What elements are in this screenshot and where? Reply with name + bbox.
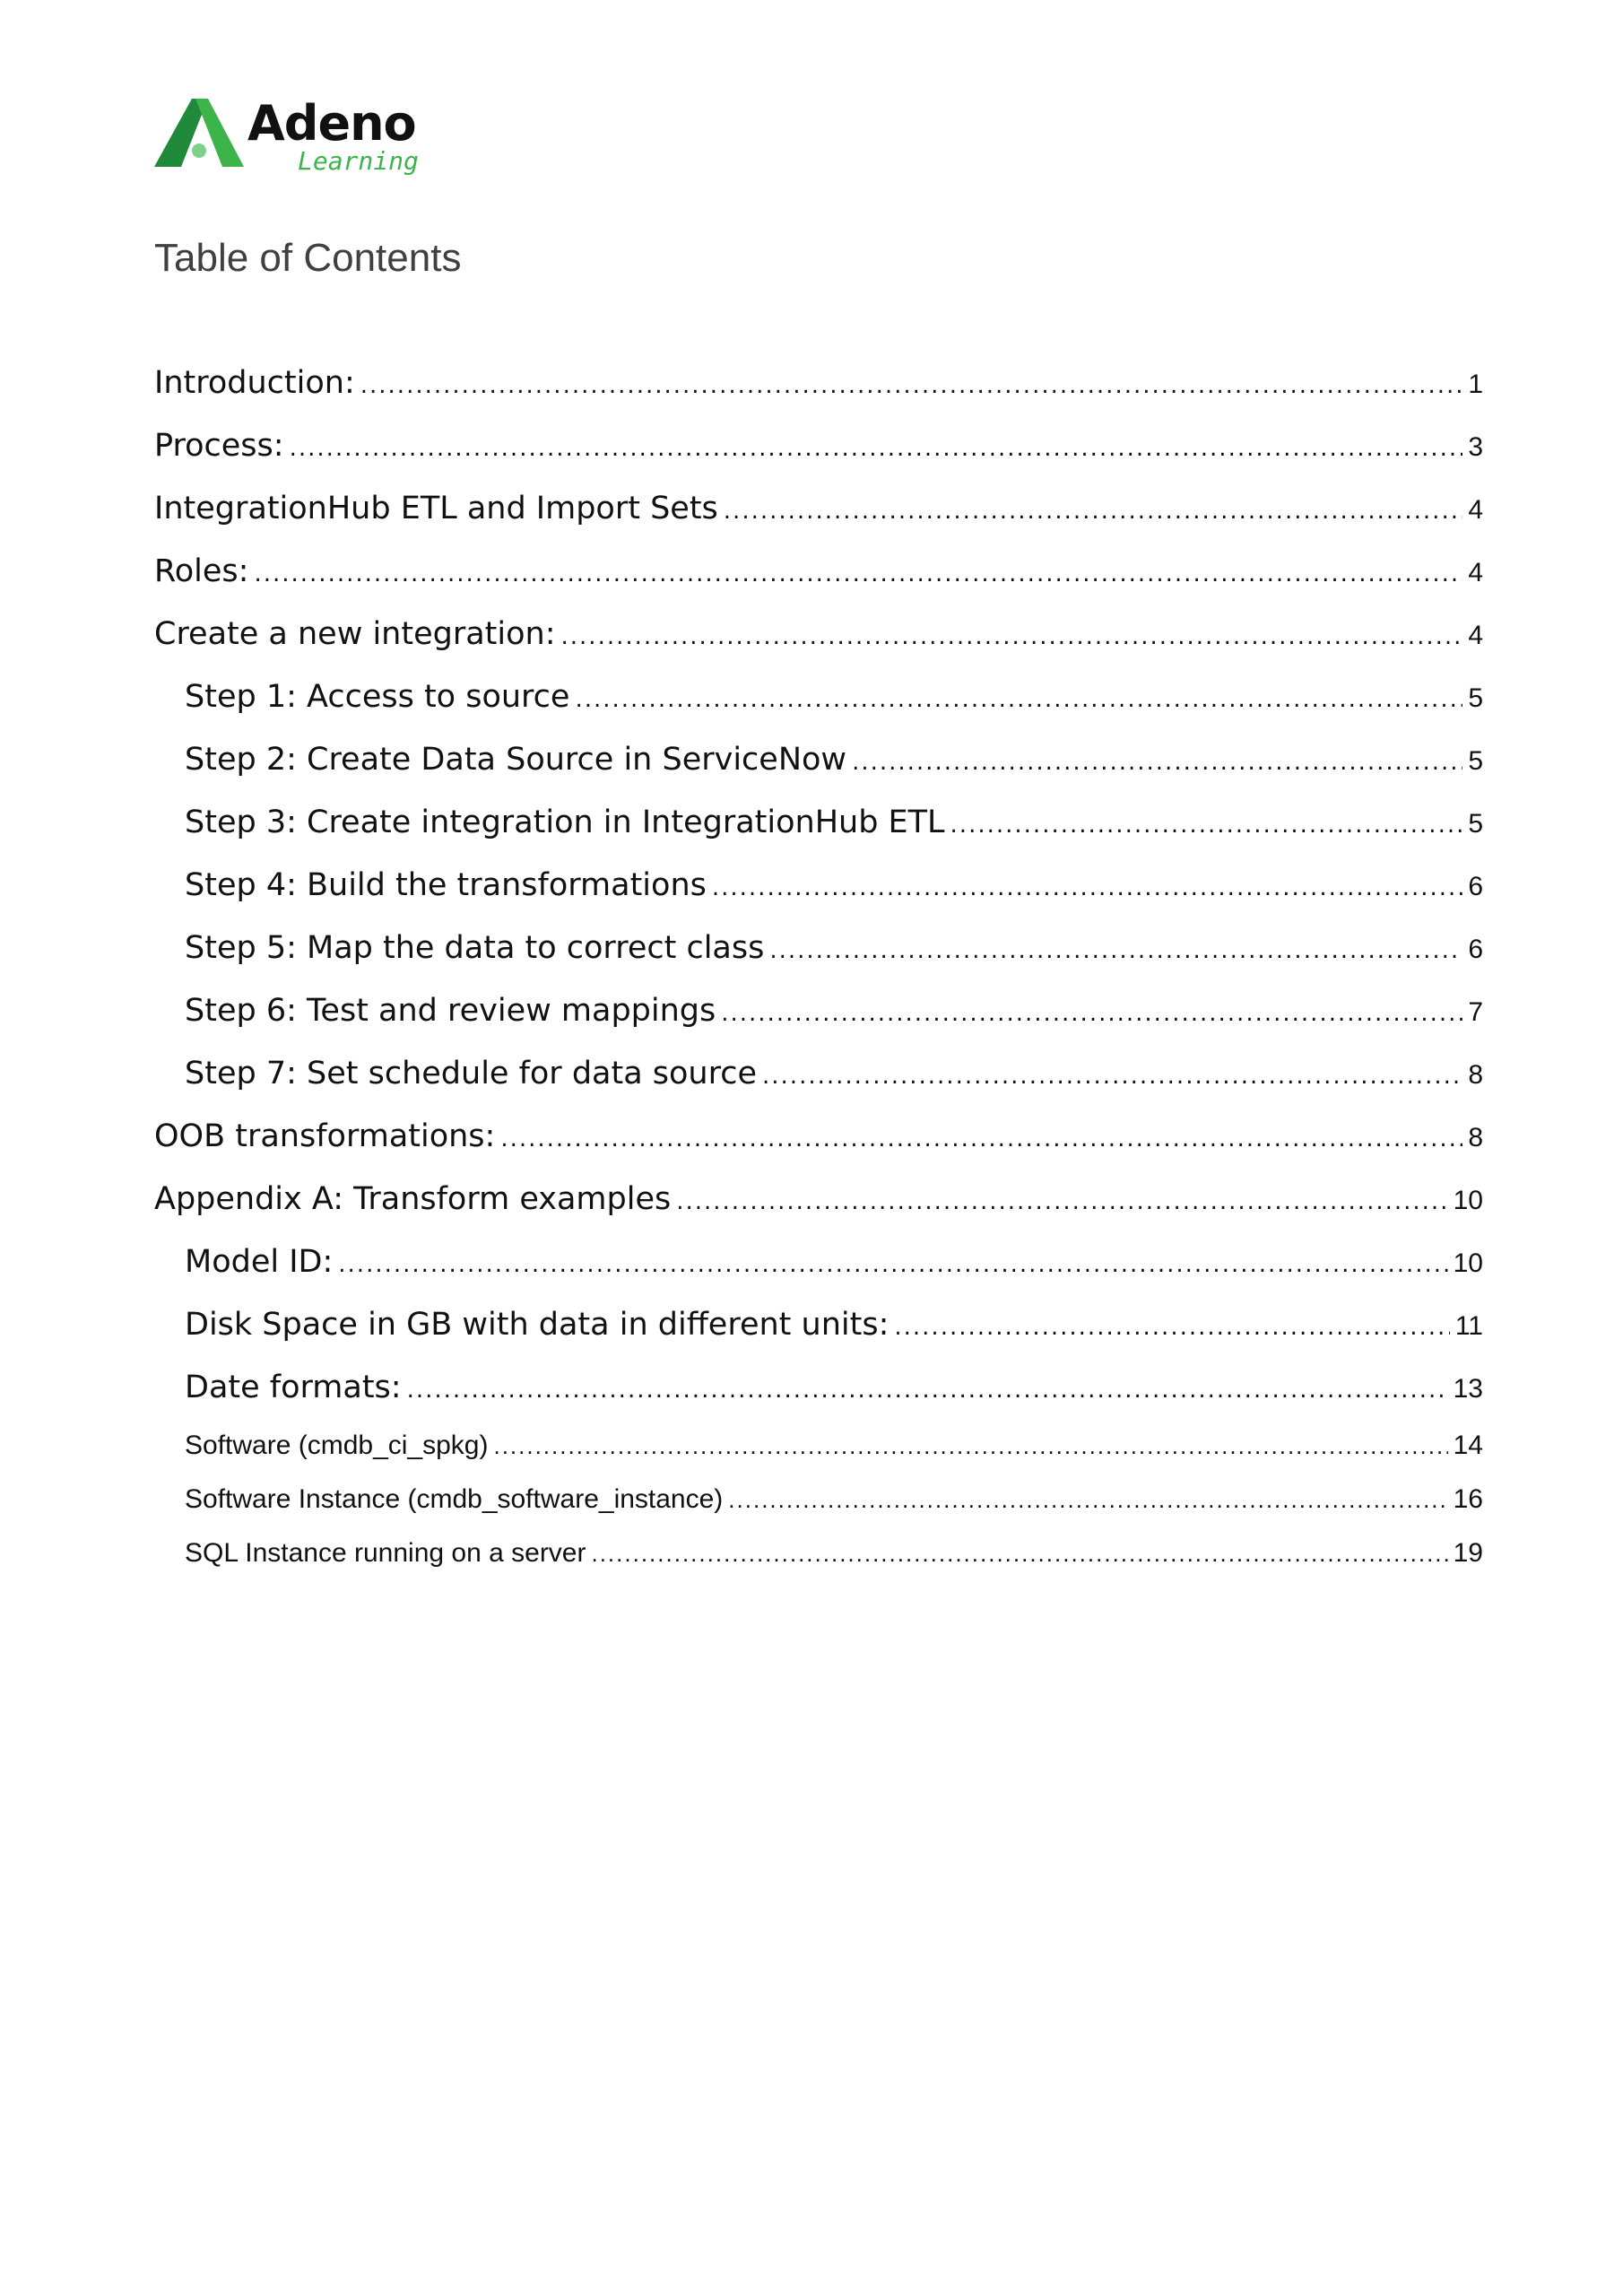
toc-entry-page: 3 <box>1468 432 1483 462</box>
toc-leader-dots <box>591 1526 1447 1580</box>
toc-entry-step-5[interactable] <box>154 917 1483 979</box>
toc-entry-label: Step 4: Build the transformations <box>185 867 707 903</box>
toc-entry-label: OOB transformations: <box>154 1118 496 1154</box>
toc-leader-dots <box>762 1045 1462 1108</box>
toc-entry-label: Step 1: Access to source <box>185 679 570 715</box>
toc-entry-page: 13 <box>1453 1374 1483 1404</box>
toc-leader-dots <box>721 982 1462 1045</box>
toc-entry-page: 6 <box>1468 935 1483 964</box>
toc-entry-step-7[interactable] <box>154 1042 1483 1105</box>
toc-leader-dots <box>724 480 1463 543</box>
toc-entry-page: 7 <box>1468 997 1483 1027</box>
toc-leader-dots <box>407 1359 1448 1422</box>
toc-leader-dots <box>712 857 1462 919</box>
toc-leader-dots <box>290 417 1463 480</box>
toc-leader-dots <box>950 794 1463 857</box>
toc-entry-page: 14 <box>1453 1431 1483 1460</box>
toc-entry-oob-transformations[interactable] <box>154 1105 1483 1168</box>
toc-leader-dots <box>676 1170 1447 1233</box>
toc-entry-page: 10 <box>1453 1186 1483 1215</box>
toc-entry-step-6[interactable] <box>154 979 1483 1042</box>
logo-brand-name: Adeno <box>247 95 416 152</box>
toc-entry-page: 1 <box>1468 370 1483 399</box>
toc-entry-page: 11 <box>1454 1311 1483 1341</box>
toc-entry-process[interactable] <box>154 414 1483 477</box>
toc-entry-page: 8 <box>1468 1060 1483 1090</box>
toc-entry-label: Roles: <box>154 553 249 589</box>
toc-entry-page: 19 <box>1453 1538 1483 1568</box>
toc-entry-step-3[interactable] <box>154 791 1483 854</box>
toc-leader-dots <box>575 668 1462 731</box>
toc-leader-dots <box>360 354 1463 417</box>
toc-entry-roles[interactable] <box>154 540 1483 603</box>
adeno-logo-mark-icon <box>154 95 244 172</box>
toc-entry-label: Introduction: <box>154 365 355 401</box>
toc-leader-dots <box>338 1233 1447 1296</box>
logo-tagline: Learning <box>298 146 419 176</box>
toc-entry-label: Step 3: Create integration in IntegrationHub ETL <box>185 804 945 840</box>
toc-entry-page: 6 <box>1468 872 1483 901</box>
toc-entry-label: Step 5: Map the data to correct class <box>185 930 765 966</box>
toc-title: Table of Contents <box>154 236 462 280</box>
toc-entry-model-id[interactable] <box>154 1231 1483 1293</box>
toc-entry-date-formats[interactable] <box>154 1356 1483 1419</box>
toc-entry-sql-instance[interactable] <box>154 1526 1483 1580</box>
toc-entry-label: Create a new integration: <box>154 616 556 652</box>
toc-leader-dots <box>561 605 1463 668</box>
toc-entry-label: Process: <box>154 428 284 464</box>
adeno-logo <box>154 95 450 185</box>
toc-entry-page: 4 <box>1468 558 1483 587</box>
toc-entry-software-spkg[interactable] <box>154 1419 1483 1473</box>
toc-entry-page: 5 <box>1468 746 1483 776</box>
toc-entry-label: Date formats: <box>185 1370 402 1405</box>
toc-entry-label: Software (cmdb_ci_spkg) <box>185 1431 489 1460</box>
toc-leader-dots <box>894 1296 1449 1359</box>
toc-entry-page: 8 <box>1468 1123 1483 1152</box>
toc-leader-dots <box>493 1419 1447 1473</box>
toc-entry-page: 5 <box>1468 809 1483 839</box>
toc-entry-step-1[interactable] <box>154 665 1483 728</box>
toc-entry-label: SQL Instance running on a server <box>185 1538 586 1568</box>
toc-entry-label: Software Instance (cmdb_software_instance) <box>185 1484 724 1514</box>
table-of-contents <box>154 352 1483 1580</box>
toc-entry-label: Step 7: Set schedule for data source <box>185 1056 758 1091</box>
toc-leader-dots <box>254 543 1462 605</box>
toc-entry-label: Step 2: Create Data Source in ServiceNow <box>185 742 847 778</box>
toc-entry-page: 4 <box>1468 621 1483 650</box>
toc-entry-page: 5 <box>1468 683 1483 713</box>
toc-entry-software-instance[interactable] <box>154 1473 1483 1526</box>
toc-entry-label: Appendix A: Transform examples <box>154 1181 672 1217</box>
toc-entry-step-2[interactable] <box>154 728 1483 791</box>
toc-entry-integrationhub-etl[interactable] <box>154 477 1483 540</box>
toc-entry-label: Model ID: <box>185 1244 334 1280</box>
toc-entry-introduction[interactable] <box>154 352 1483 414</box>
toc-entry-label: Disk Space in GB with data in different units: <box>185 1307 890 1343</box>
toc-entry-page: 4 <box>1468 495 1483 525</box>
toc-entry-page: 10 <box>1453 1248 1483 1278</box>
toc-entry-page: 16 <box>1453 1484 1483 1514</box>
toc-leader-dots <box>728 1473 1447 1526</box>
toc-leader-dots <box>500 1108 1462 1170</box>
toc-entry-label: Step 6: Test and review mappings <box>185 993 716 1029</box>
toc-entry-appendix-a[interactable] <box>154 1168 1483 1231</box>
toc-entry-label: IntegrationHub ETL and Import Sets <box>154 491 718 526</box>
toc-entry-step-4[interactable] <box>154 854 1483 917</box>
toc-leader-dots <box>852 731 1462 794</box>
toc-entry-create-integration[interactable] <box>154 603 1483 665</box>
toc-leader-dots <box>769 919 1462 982</box>
toc-entry-disk-space[interactable] <box>154 1293 1483 1356</box>
